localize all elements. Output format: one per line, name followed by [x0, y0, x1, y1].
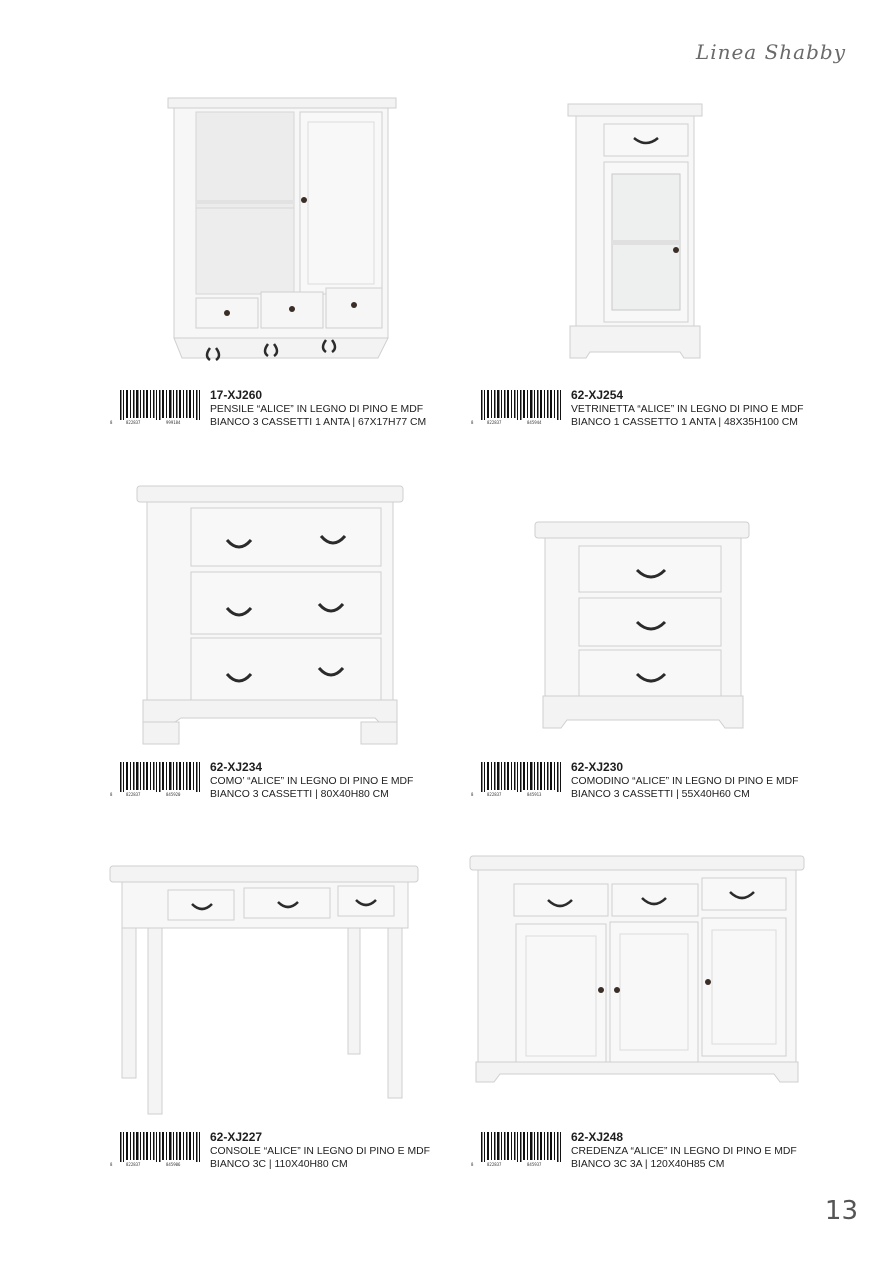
barcode-left-digits: 822837	[487, 792, 502, 797]
barcode-left-digits: 822837	[126, 792, 141, 797]
product-photo-wall-cabinet	[160, 90, 400, 370]
product-description: PENSILE “ALICE” IN LEGNO DI PINO E MDF	[210, 404, 424, 415]
product-photo-bedside-table	[533, 518, 753, 750]
product-info-62-xj254	[471, 388, 851, 438]
barcode-right-digits: 845906	[166, 1162, 181, 1167]
product-code: 62-XJ248	[571, 1130, 624, 1144]
product-info-62-xj248	[471, 1130, 851, 1180]
svg-text:8: 8	[110, 420, 113, 425]
barcode-image	[110, 1130, 202, 1170]
barcode-right-digits: 999184	[166, 420, 181, 425]
product-code: 62-XJ230	[571, 760, 624, 774]
svg-text:8: 8	[471, 792, 474, 797]
barcode-left-digits: 822837	[487, 420, 502, 425]
product-details: BIANCO 3 CASSETTI | 80X40H80 CM	[210, 789, 389, 800]
barcode-left-digits: 822837	[126, 420, 141, 425]
svg-text:8: 8	[110, 792, 113, 797]
svg-text:8: 8	[471, 420, 474, 425]
product-code: 62-XJ227	[210, 1130, 263, 1144]
barcode-image	[471, 1130, 563, 1170]
product-info-62-xj234	[110, 760, 490, 810]
barcode-right-digits: 845937	[527, 1162, 542, 1167]
product-code: 17-XJ260	[210, 388, 263, 402]
product-description: COMODINO “ALICE” IN LEGNO DI PINO E MDF	[571, 776, 799, 787]
product-code: 62-XJ254	[571, 388, 624, 402]
barcode-image	[110, 760, 202, 800]
product-code: 62-XJ234	[210, 760, 263, 774]
product-photo-console	[108, 862, 420, 1120]
product-details: BIANCO 3 CASSETTI | 55X40H60 CM	[571, 789, 750, 800]
product-description: CREDENZA “ALICE” IN LEGNO DI PINO E MDF	[571, 1146, 797, 1157]
product-info-17-xj260	[110, 388, 490, 438]
product-description: CONSOLE “ALICE” IN LEGNO DI PINO E MDF	[210, 1146, 430, 1157]
barcode-image	[471, 760, 563, 800]
product-info-62-xj230	[471, 760, 851, 810]
barcode-right-digits: 845913	[527, 792, 542, 797]
svg-text:8: 8	[471, 1162, 474, 1167]
product-details: BIANCO 1 CASSETTO 1 ANTA | 48X35H100 CM	[571, 417, 798, 428]
product-photo-vitrine	[560, 100, 710, 370]
product-photo-sideboard	[468, 852, 806, 1098]
barcode-left-digits: 822837	[126, 1162, 141, 1167]
barcode-right-digits: 845920	[166, 792, 181, 797]
product-description: VETRINETTA “ALICE” IN LEGNO DI PINO E MDF	[571, 404, 804, 415]
product-details: BIANCO 3C 3A | 120X40H85 CM	[571, 1159, 725, 1170]
barcode-left-digits: 822837	[487, 1162, 502, 1167]
page-number: 13	[824, 1196, 858, 1226]
product-photo-chest-of-drawers	[135, 478, 405, 750]
product-details: BIANCO 3C | 110X40H80 CM	[210, 1159, 348, 1170]
svg-text:8: 8	[110, 1162, 113, 1167]
barcode-right-digits: 845944	[527, 420, 542, 425]
product-info-62-xj227	[110, 1130, 490, 1180]
product-description: COMO’ “ALICE” IN LEGNO DI PINO E MDF	[210, 776, 414, 787]
product-details: BIANCO 3 CASSETTI 1 ANTA | 67X17H77 CM	[210, 417, 427, 428]
barcode-image	[471, 388, 563, 428]
brand-logo: Linea Shabby	[695, 40, 846, 64]
barcode-image	[110, 388, 202, 428]
